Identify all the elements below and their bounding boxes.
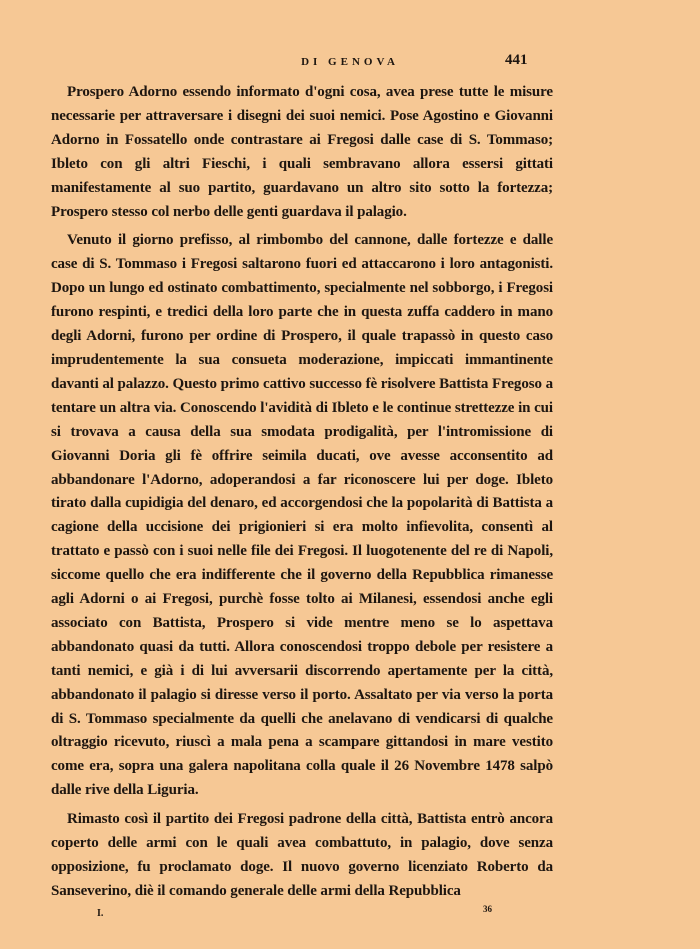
- page-number: 441: [505, 52, 528, 68]
- paragraph-3: Rimasto così il partito dei Fregosi padrone della città, Battista entrò ancora coperto delle armi con le quali avea combattuto, in palagio, dove senza opposizione, fu proclamato doge. Il nuovo governo licenziato Roberto da Sanseverino, diè il comando generale delle armi della Repubblica: [51, 811, 553, 899]
- paragraph-2: Venuto il giorno prefisso, al rimbombo del cannone, dalle fortezze e dalle case di S. Tommaso i Fregosi saltarono fuori ed attaccarono i loro antagonisti. Dopo un lungo ed ostinato combattimento, specialmente nel sobborgo, i Fregosi furono respinti, e tredici della loro parte che in questa zuffa caddero in mano degli Adorni, furono per ordine di Prospero, il quale trapassò in questo caso imprudentemente la sua consueta moderazione, impiccati immantinente davanti al palazzo. Questo primo cattivo successo fè risolvere Battista Fregoso a tentare un altra via. Conoscendo l'avidità di Ibleto e le continue strettezze in cui si trovava a causa della sua smodata prodigalità, per l'intromissione di Giovanni Doria gli fè offrire seimila ducati, ove avesse acconsentito ad abbandonare l'Adorno, adoperandosi a far riconoscere lui per doge. Ibleto tirato dalla cupidigia del denaro, ed accorgendosi che la popolarità di Battista a cagione della uccisione dei prigionieri si era molto infievolita, consentì al trattato e passò con i suoi nelle file dei Fregosi. Il luogotenente del re di Napoli, siccome quello che era indifferente che il governo della Repubblica rimanesse agli Adorni o ai Fregosi, purchè fosse tolto ai Milanesi, essendosi anche egli associato con Battista, Prospero si vide mentre meno se lo aspettava abbandonato quasi da tutti. Allora conoscendosi troppo debole per resistere a tanti nemici, e già i di lui avversarii discorrendo apertamente per la città, abbandonato il palagio si diresse verso il porto. Assaltato per via verso la porta di S. Tommaso specialmente da quelli che anelavano di vendicarsi di qualche oltraggio ricevuto, riuscì a mala pena a scampare gittandosi in mare vestito come era, sopra una galera napolitana colla quale il 26 Novembre 1478 salpò dalle rive della Liguria.: [51, 232, 553, 799]
- body-text: [51, 81, 553, 904]
- paragraph-1: Prospero Adorno essendo informato d'ogni cosa, avea prese tutte le misure necessarie per attraversare i disegni dei suoi nemici. Pose Agostino e Giovanni Adorno in Fossatello onde contrastare ai Fregosi dalle case di S. Tommaso; Ibleto con gli altri Fieschi, i quali sembravano allora essersi gittati manifestamente al suo partito, guardavano un altro sito sotto la fortezza; Prospero stesso col nerbo delle genti guardava il palagio.: [51, 84, 553, 220]
- quire-mark: 36: [483, 904, 492, 914]
- page-footer: [0, 902, 700, 924]
- signature-mark: I.: [97, 908, 104, 919]
- running-head-title: DI GENOVA: [301, 56, 399, 68]
- running-head: [0, 52, 700, 74]
